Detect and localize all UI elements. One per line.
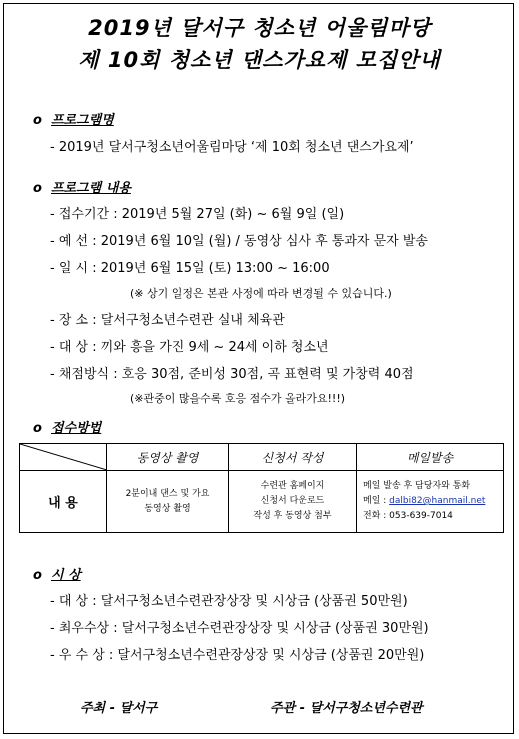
section-heading: 프로그램명 <box>51 113 114 128</box>
section-bullet-icon: o <box>33 181 42 196</box>
preliminary-line: - 예 선 : 2019년 6월 10일 (월) / 동영상 심사 후 통과자 문자 발송 <box>50 234 428 249</box>
award-grand-line: - 대 상 : 달서구청소년수련관장상장 및 시상금 (상품권 50만원) <box>50 594 408 609</box>
award-merit-line: - 우 수 상 : 달서구청소년수련관장상장 및 시상금 (상품권 20만원) <box>50 648 425 663</box>
table-header-video: 동영상 촬영 <box>107 444 229 471</box>
target-line: - 대 상 : 끼와 흥을 가진 9세 ~ 24세 이하 청소년 <box>50 340 329 355</box>
section-program-content <box>33 177 131 196</box>
table-cell-video <box>107 471 229 533</box>
schedule-note: (※ 상기 일정은 본관 사정에 따라 변경될 수 있습니다.) <box>130 287 392 300</box>
scoring-note: (※관중이 많을수록 호응 점수가 올라가요!!!) <box>130 392 346 405</box>
table-cell-form <box>229 471 357 533</box>
award-excellence-line: - 최우수상 : 달서구청소년수련관장상장 및 시상금 (상품권 30만원) <box>50 621 429 636</box>
section-program-name <box>33 109 114 128</box>
cell-line: 전화 : 053-639-7014 <box>363 511 453 521</box>
footer-organizer: 주관 - 달서구청소년수련관 <box>270 701 423 716</box>
mail-prefix: 메일 : <box>363 496 390 506</box>
section-bullet-icon: o <box>33 113 42 128</box>
scoring-line: - 채점방식 : 호응 30점, 준비성 30점, 곡 표현력 및 가창력 40점 <box>50 367 414 382</box>
cell-line: 수련관 홈페이지 <box>260 481 325 491</box>
program-name-line: - 2019년 달서구청소년어울림마당 ‘제 10회 청소년 댄스가요제’ <box>50 140 414 155</box>
table-row-label: 내 용 <box>20 471 107 533</box>
table-header-mail: 메일발송 <box>357 444 504 471</box>
diagonal-line <box>20 444 107 470</box>
title-line-1: 2019년 달서구 청소년 어울림마당 <box>88 16 431 40</box>
section-awards <box>33 564 81 583</box>
table-row <box>20 471 504 533</box>
table-corner-cell <box>20 444 107 471</box>
table-cell-mail <box>357 471 504 533</box>
venue-line: - 장 소 : 달서구청소년수련관 실내 체육관 <box>50 313 285 328</box>
section-application <box>33 417 101 436</box>
cell-line: 작성 후 동영상 첨부 <box>253 511 332 521</box>
section-heading: 프로그램 내용 <box>51 181 131 196</box>
section-bullet-icon: o <box>33 568 42 583</box>
section-heading: 접수방법 <box>51 421 102 436</box>
cell-line: 2분이내 댄스 및 가요 <box>125 488 210 499</box>
footer-host: 주최 - 달서구 <box>80 701 158 716</box>
section-bullet-icon: o <box>33 421 42 436</box>
application-table <box>19 443 504 533</box>
cell-line <box>363 494 503 509</box>
cell-line: 신청서 다운로드 <box>260 496 325 506</box>
cell-line: 동영상 촬영 <box>144 503 191 514</box>
cell-line: 메일 발송 후 담당자와 통화 <box>363 481 471 491</box>
section-heading: 시 상 <box>51 568 81 583</box>
email-link[interactable]: dalbi82@hanmail.net <box>389 496 486 506</box>
title-line-2: 제 10회 청소년 댄스가요제 모집안내 <box>78 48 441 72</box>
date-time-line: - 일 시 : 2019년 6월 15일 (토) 13:00 ~ 16:00 <box>50 261 330 276</box>
reception-period-line: - 접수기간 : 2019년 5월 27일 (화) ~ 6월 9일 (일) <box>50 207 345 222</box>
table-header-form: 신청서 작성 <box>229 444 357 471</box>
table-header-row <box>20 444 504 471</box>
